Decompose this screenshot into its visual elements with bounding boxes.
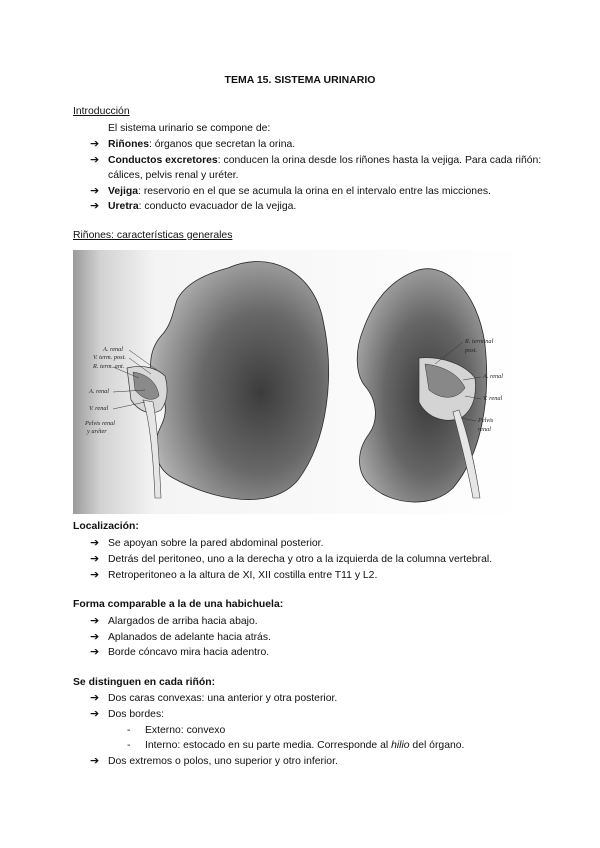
forma-item-1: ➔ Alargados de arriba hacia abajo. [90,615,258,627]
label-renal: renal [478,426,492,433]
label-r-term-ant: R. term. ant. [93,363,125,370]
label-a-renal-2: A. renal [89,388,110,395]
localizacion-item-2: ➔ Detrás del peritoneo, uno a la derecha y otro a la izquierda de la columna vertebral. [90,553,493,565]
distinguen-item-3: ➔ Dos extremos o polos, uno superior y otro inferior. [90,755,338,767]
arrow-icon: ➔ [90,615,100,627]
arrow-icon: ➔ [90,631,100,643]
arrow-icon: ➔ [90,154,100,166]
label-y-ureter: y uréter [87,428,107,435]
arrow-icon: ➔ [90,537,100,549]
kidney-figure [73,250,528,514]
intro-lead: El sistema urinario se compone de: [108,123,271,134]
label-v-renal-right: V. renal [483,395,503,402]
intro-item-vejiga: ➔ Vejiga: reservorio en el que se acumula la orina en el intervalo entre las micciones. [90,185,491,197]
kidney-illustration [73,250,528,514]
arrow-icon: ➔ [90,646,100,658]
arrow-icon: ➔ [90,553,100,565]
distinguen-item-2: ➔ Dos bordes: [90,708,165,720]
localizacion-item-1: ➔ Se apoyan sobre la pared abdominal posterior. [90,537,324,549]
intro-item-conductos: ➔ Conductos excretores: conducen la orina desde los riñones hasta la vejiga. Para cada riñón: [90,154,542,166]
label-pelvis-renal: Pelvis renal [85,420,116,427]
intro-heading: Introducción [73,106,130,117]
arrow-icon: ➔ [90,185,100,197]
label-post: post. [465,347,478,354]
arrow-icon: ➔ [90,708,100,720]
distinguen-heading: Se distinguen en cada riñón: [73,677,216,688]
distinguen-sub-1: - Externo: convexo [127,725,226,736]
forma-item-3: ➔ Borde cóncavo mira hacia adentro. [90,646,270,658]
distinguen-item-1: ➔ Dos caras convexas: una anterior y otra posterior. [90,692,338,704]
intro-item-conductos-cont: cálices, pelvis renal y uréter. [108,170,239,181]
dash-icon: - [127,740,131,751]
label-v-renal: V. renal [89,405,109,412]
localizacion-item-3: ➔ Retroperitoneo a la altura de XI, XII costilla entre T11 y L2. [90,569,378,581]
right-kidney [357,269,486,502]
arrow-icon: ➔ [90,755,100,767]
forma-item-2: ➔ Aplanados de adelante hacia atrás. [90,631,271,643]
forma-heading: Forma comparable a la de una habichuela: [73,599,284,610]
intro-item-uretra: ➔ Uretra: conducto evacuador de la vejiga. [90,200,297,212]
arrow-icon: ➔ [90,692,100,704]
kidneys-heading: Riñones: características generales [73,230,233,241]
label-a-renal: A. renal [103,346,124,353]
arrow-icon: ➔ [90,569,100,581]
dash-icon: - [127,725,131,736]
intro-item-rinones: ➔ Riñones: órganos que secretan la orina. [90,138,296,150]
arrow-icon: ➔ [90,138,100,150]
distinguen-sub-2: - Interno: estocado en su parte media. Corresponde al hilio del órgano. [127,740,465,751]
label-a-renal-right: A. renal [483,373,504,380]
localizacion-heading: Localización: [73,521,139,532]
label-r-terminal: R. terminal [465,338,494,345]
page-title: TEMA 15. SISTEMA URINARIO [224,74,376,86]
label-v-term-post: V. term. post. [93,354,126,361]
label-pelvis: Pelvis [478,417,494,424]
arrow-icon: ➔ [90,200,100,212]
